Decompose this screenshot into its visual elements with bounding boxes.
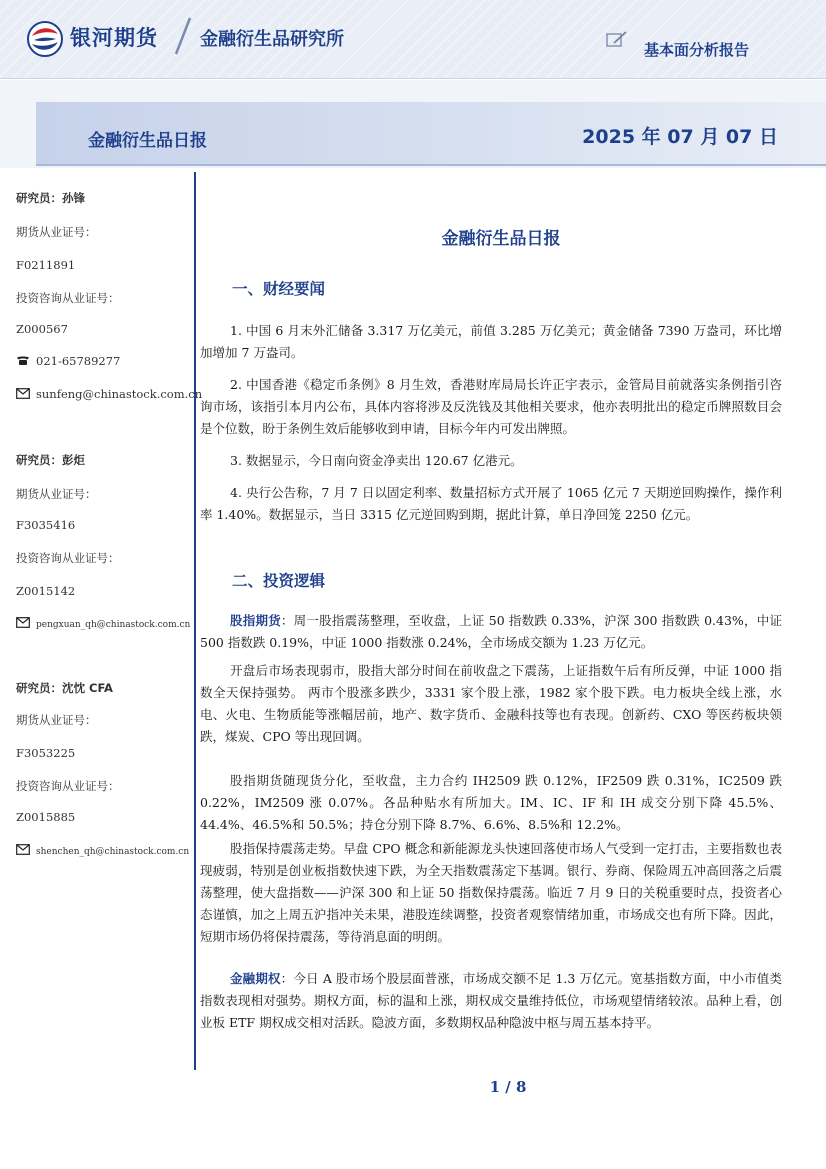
- license-number: F3053225: [16, 746, 76, 760]
- email-icon: [16, 617, 30, 628]
- page-number: 1 / 8: [489, 1078, 527, 1096]
- news-item: 2. 中国香港《稳定币条例》8 月生效，香港财库局局长许正宇表示，金管局目前就落实条例指引咨询市场，该指引本月内公布，具体内容将涉及反洗钱及其他相关要求，他亦表明批出的稳定币牌照数目会是个位数，盼于条例生效后能够收到申请，目标今年内可发出牌照。: [200, 377, 782, 436]
- email-row: [16, 617, 190, 630]
- analyst-name: 研究员：孙锋: [16, 191, 85, 205]
- stock-index-futures-label: 股指期货: [230, 613, 281, 628]
- section-heading-logic: 二、投资逻辑: [232, 572, 326, 590]
- phone-icon: [16, 355, 30, 366]
- news-item: 4. 央行公告称，7 月 7 日以固定利率、数量招标方式开展了 1065 亿元 7 天期逆回购操作，操作利率 1.40%。数据显示，当日 3315 亿元逆回购到期，据此计算，单日净回笼 2250 亿元。: [200, 485, 782, 522]
- advisory-number: Z000567: [16, 322, 68, 336]
- analyst-name: 研究员：沈忱 CFA: [16, 681, 113, 695]
- galaxy-futures-logo-icon: [26, 20, 64, 58]
- advisory-label: 投资咨询从业证号：: [16, 291, 120, 305]
- license-label: 期货从业证号：: [16, 713, 97, 727]
- department-name: 金融衍生品研究所: [200, 29, 344, 50]
- license-label: 期货从业证号：: [16, 225, 97, 239]
- report-header: [0, 0, 826, 79]
- email-address[interactable]: sunfeng@chinastock.com.cn: [36, 387, 203, 401]
- email-row: [16, 844, 189, 857]
- brand-name: 银河期货: [70, 26, 158, 50]
- banner-title: 金融衍生品日报: [88, 131, 207, 151]
- advisory-label: 投资咨询从业证号：: [16, 551, 120, 565]
- license-number: F0211891: [16, 258, 76, 272]
- report-type: 基本面分析报告: [644, 41, 750, 59]
- index-options-summary: ：今日 A 股市场个股层面普涨，市场成交额不足 1.3 万亿元。宽基指数方面，中小市值类指数表现相对强势。期权方面，标的温和上涨，期权成交量维持低位，市场观望情绪较浓。品种上看，创业板 ETF 期权成交相对活跃。隐波方面，多数期权品种隐波中枢与周五基本持平。: [200, 971, 782, 1030]
- email-address[interactable]: shenchen_qh@chinastock.com.cn: [36, 847, 190, 857]
- license-number: F3035416: [16, 518, 76, 532]
- analyst-sidebar: [0, 170, 203, 1070]
- advisory-number: Z0015142: [16, 584, 76, 598]
- stock-index-futures-paragraph: [200, 610, 782, 654]
- advisory-label: 投资咨询从业证号：: [16, 779, 120, 793]
- advisory-number: Z0015885: [16, 810, 76, 824]
- document-title: 金融衍生品日报: [441, 229, 561, 249]
- analyst-name: 研究员：彭炬: [16, 453, 85, 467]
- section-heading-news: 一、财经要闻: [232, 280, 326, 298]
- email-row: [16, 387, 202, 401]
- futures-review-paragraph: 股指期货随现货分化，至收盘，主力合约 IH2509 跌 0.12%，IF2509 跌 0.31%，IC2509 跌 0.22%，IM2509 涨 0.07%。各品种贴水有所加大。IM、IC、IF 和 IH 成交分别下降 45.5%、44.4%、46.5%和 50.5%；持仓分别下降 8.7%、6.6%、8.5%和 12.2%。: [200, 773, 782, 832]
- license-label: 期货从业证号：: [16, 487, 97, 501]
- index-options-paragraph: [200, 968, 782, 1034]
- email-icon: [16, 844, 30, 855]
- index-options-label: 金融期权: [230, 971, 281, 986]
- news-item: 1. 中国 6 月末外汇储备 3.317 万亿美元，前值 3.285 万亿美元；黄金储备 7390 万盎司，环比增加增加 7 万盎司。: [200, 323, 782, 360]
- news-item: 3. 数据显示，今日南向资金净卖出 120.67 亿港元。: [230, 453, 523, 468]
- phone-number: 021-65789277: [36, 354, 121, 368]
- phone-row: [16, 354, 120, 368]
- pen-icon: [605, 30, 629, 50]
- stock-index-futures-summary: ：周一股指震荡整理，至收盘，上证 50 指数跌 0.33%，沪深 300 指数跌 0.43%，中证 500 指数跌 0.19%，中证 1000 指数涨 0.24%，全市场成交额为 1.23 万亿元。: [200, 613, 782, 650]
- header-divider-slash: [168, 14, 196, 58]
- market-review-paragraph: 开盘后市场表现弱市，股指大部分时间在前收盘之下震荡，上证指数午后有所反弹，中证 1000 指数全天保持强势。 两市个股涨多跌少，3331 家个股上涨，1982 家个股下跌。电力板块全线上涨，水电、火电、生物质能等涨幅居前，地产、数字货币、金融科技等也有表现。创新药、CXO 等医药板块领跌，煤炭、CPO 等出现回调。: [200, 663, 782, 744]
- report-date: 2025 年 07 月 07 日: [582, 126, 778, 148]
- outlook-paragraph: 股指保持震荡走势。早盘 CPO 概念和新能源龙头快速回落使市场人气受到一定打击，主要指数也表现疲弱，特别是创业板指数快速下跌，为全天指数震荡定下基调。银行、券商、保险周五冲高回落之后震荡整理，使大盘指数——沪深 300 和上证 50 指数保持震荡。临近 7 月 9 日的关税重要时点，投资者心态谨慎，加之上周五沪指冲关未果，港股连续调整，投资者观察情绪加重，市场成交也有所下降。因此，短期市场仍将保持震荡，等待消息面的明朗。: [200, 841, 782, 944]
- title-banner: [36, 102, 826, 166]
- email-address[interactable]: pengxuan_qh@chinastock.com.cn: [36, 620, 191, 630]
- email-icon: [16, 388, 30, 399]
